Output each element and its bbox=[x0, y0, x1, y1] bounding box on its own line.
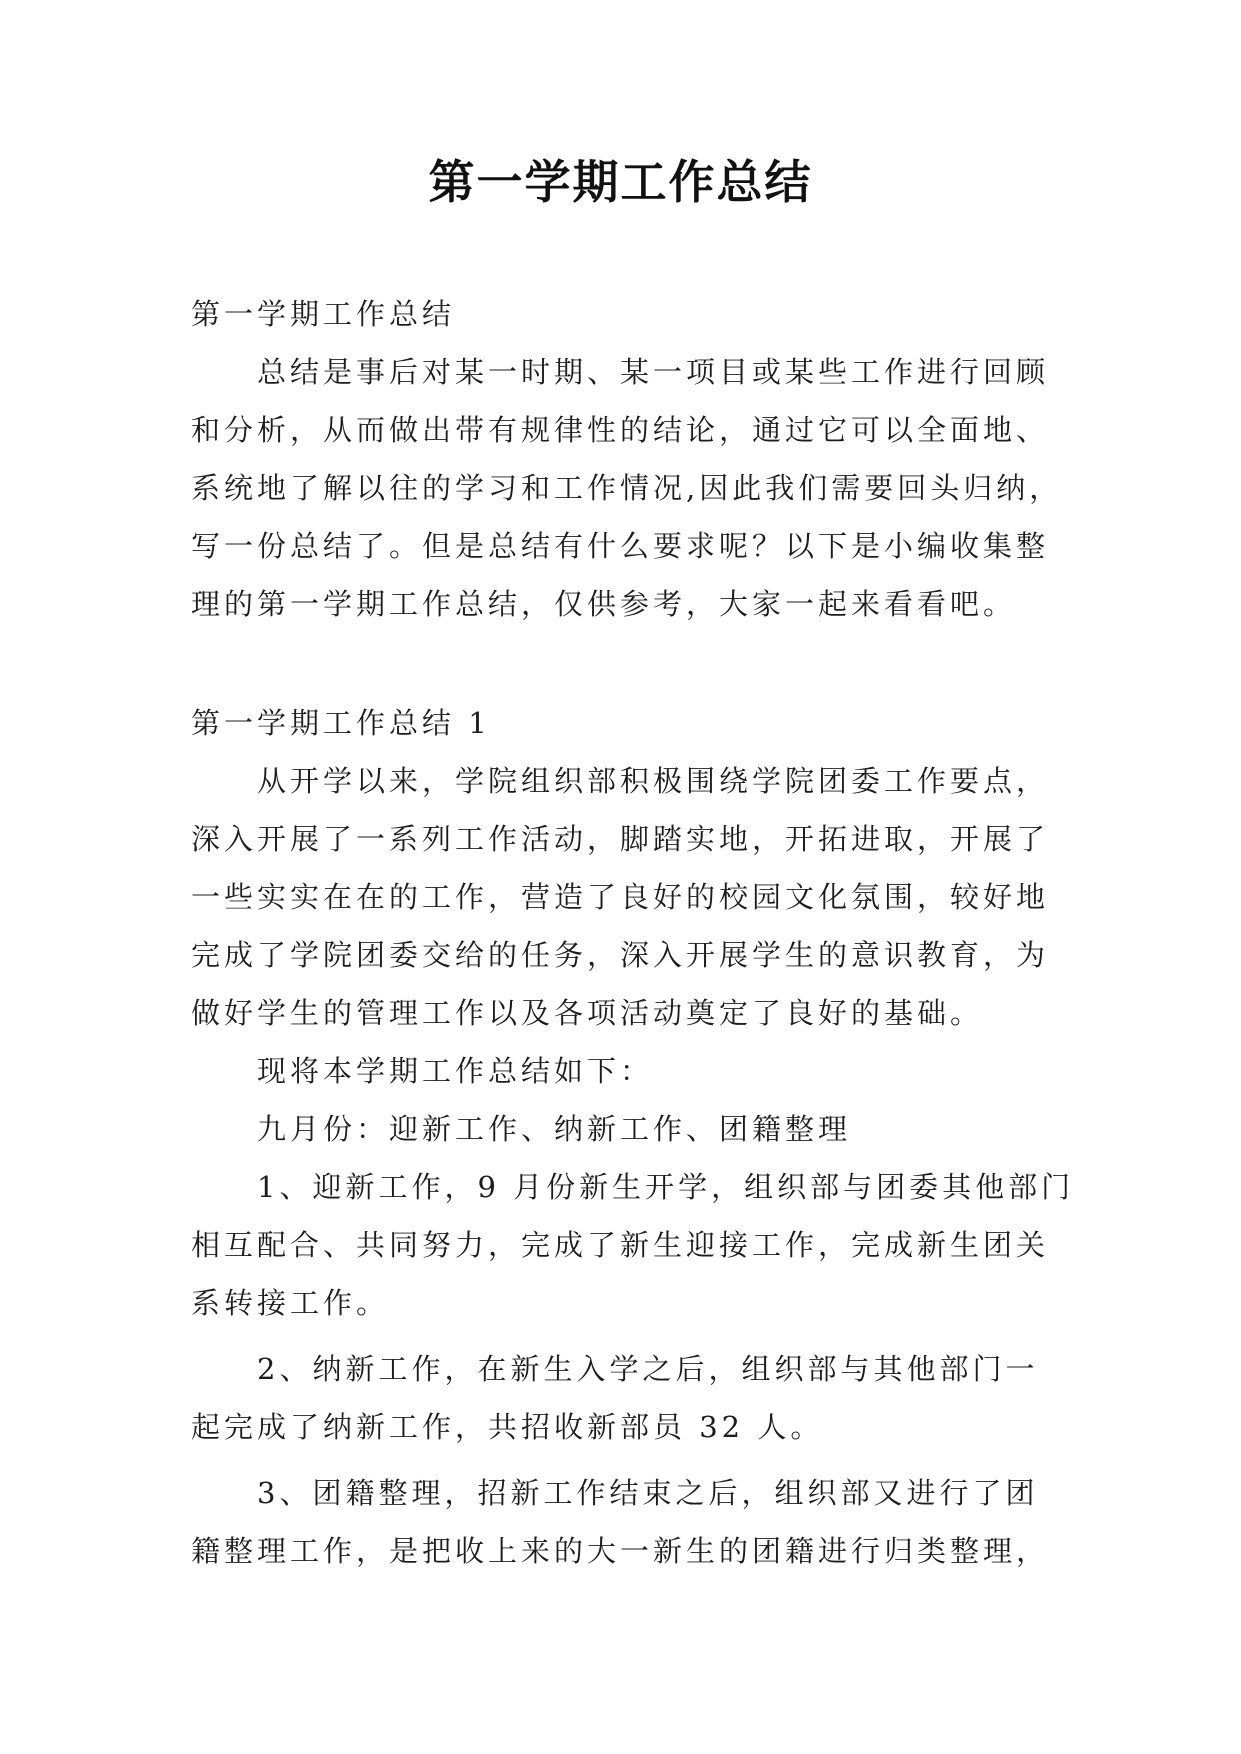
list-item-line: 2、纳新工作，在新生入学之后，组织部与其他部门一 bbox=[257, 1352, 1039, 1386]
intro-line: 和分析，从而做出带有规律性的结论，通过它可以全面地、 bbox=[191, 413, 1050, 447]
list-item-line: 起完成了纳新工作，共招收新部员 32 人。 bbox=[191, 1410, 824, 1444]
intro-line: 理的第一学期工作总结，仅供参考，大家一起来看看吧。 bbox=[191, 587, 1017, 621]
intro-heading: 第一学期工作总结 bbox=[191, 297, 456, 331]
list-item-line: 1、迎新工作，9 月份新生开学，组织部与团委其他部门 bbox=[257, 1170, 1075, 1204]
intro-line: 写一份总结了。但是总结有什么要求呢？以下是小编收集整 bbox=[191, 529, 1050, 563]
month-heading: 九月份：迎新工作、纳新工作、团籍整理 bbox=[257, 1112, 852, 1146]
paragraph-line: 从开学以来，学院组织部积极围绕学院团委工作要点， bbox=[257, 764, 1050, 798]
list-item-line: 籍整理工作，是把收上来的大一新生的团籍进行归类整理， bbox=[191, 1534, 1050, 1568]
paragraph-line: 完成了学院团委交给的任务，深入开展学生的意识教育，为 bbox=[191, 938, 1050, 972]
paragraph-line: 深入开展了一系列工作活动，脚踏实地，开拓进取，开展了 bbox=[191, 822, 1050, 856]
paragraph-line: 做好学生的管理工作以及各项活动奠定了良好的基础。 bbox=[191, 996, 984, 1030]
summary-intro: 现将本学期工作总结如下： bbox=[257, 1054, 654, 1088]
intro-line: 系统地了解以往的学习和工作情况,因此我们需要回头归纳， bbox=[191, 471, 1063, 505]
document-body bbox=[191, 285, 1075, 1580]
list-item-line: 3、团籍整理，招新工作结束之后，组织部又进行了团 bbox=[257, 1476, 1039, 1510]
list-item-line: 相互配合、共同努力，完成了新生迎接工作，完成新生团关 bbox=[191, 1228, 1050, 1262]
section-heading: 第一学期工作总结 1 bbox=[191, 706, 491, 740]
paragraph-line: 一些实实在在的工作，营造了良好的校园文化氛围，较好地 bbox=[191, 880, 1050, 914]
list-item-line: 系转接工作。 bbox=[191, 1286, 390, 1320]
document-title: 第一学期工作总结 bbox=[428, 155, 813, 209]
intro-line: 总结是事后对某一时期、某一项目或某些工作进行回顾 bbox=[257, 355, 1050, 389]
